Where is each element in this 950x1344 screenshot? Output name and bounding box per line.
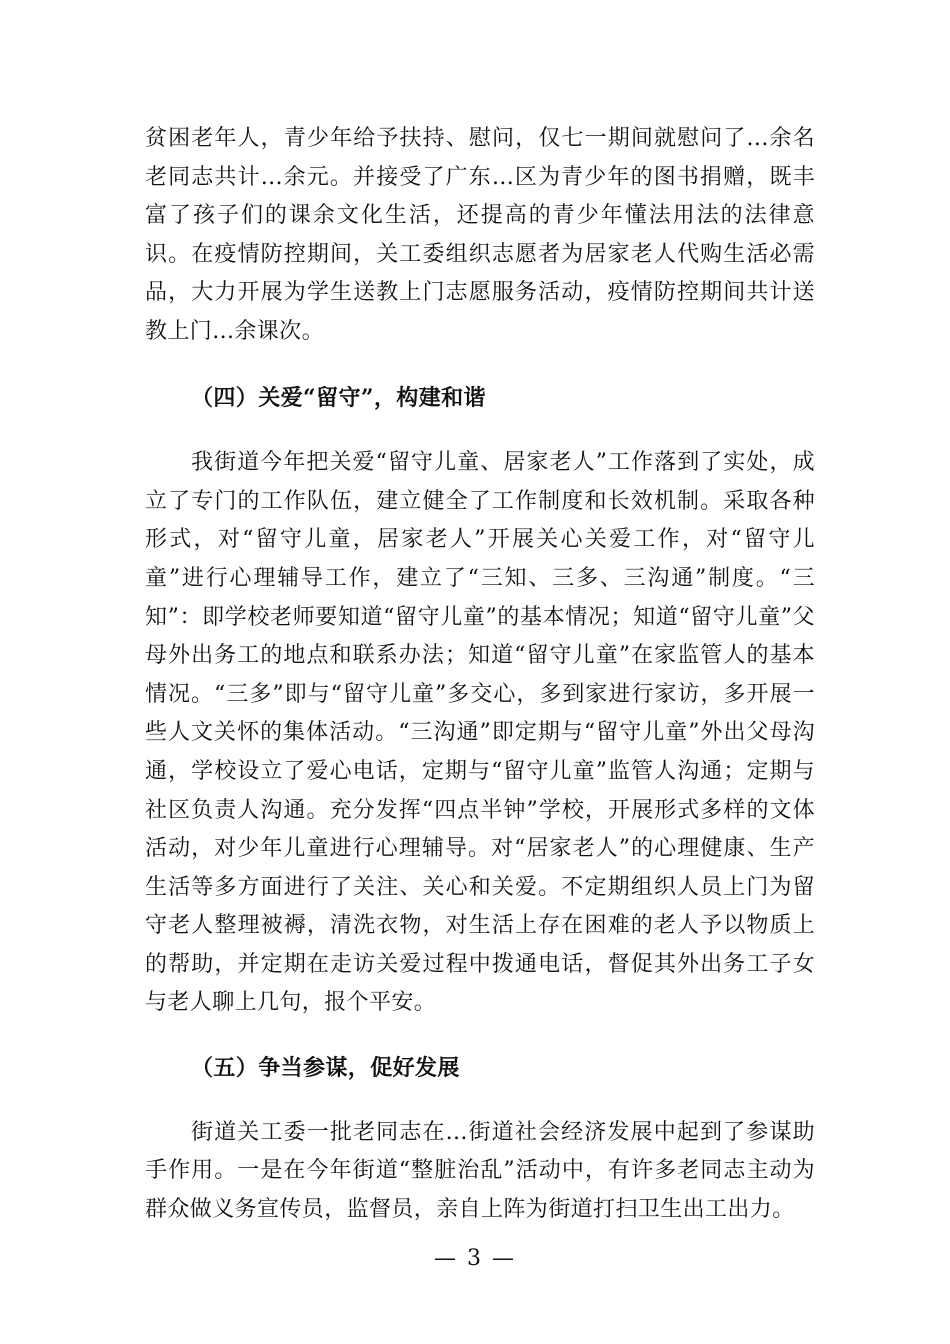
section-heading-4: （四）关爱“留守”，构建和谐 xyxy=(191,384,486,411)
paragraph-continued: 贫困老年人，青少年给予扶持、慰问，仅七一期间就慰问了...余名老同志共计...余元。并接受了广东...区为青少年的图书捐赠，既丰富了孩子们的课余文化生活，还提高的青少年懂法用法的法律意识。在疫情防控期间，关工委组织志愿者为居家老人代购生活必需品，大力开展为学生送教上门志愿服务活动，疫情防控期间共计送教上门...余课次。 xyxy=(145,126,815,344)
section-heading-5: （五）争当参谋，促好发展 xyxy=(191,1055,460,1082)
page-number: — 3 — xyxy=(434,1246,516,1271)
paragraph-care-left-behind: 我街道今年把关爱“留守儿童、居家老人”工作落到了实处，成立了专门的工作队伍，建立健全了工作制度和长效机制。采取各种形式，对“留守儿童，居家老人”开展关心关爱工作，对“留守儿童”进行心理辅导工作，建立了“三知、三多、三沟通”制度。“三知”：即学校老师要知道“留守儿童”的基本情况；知道“留守儿童”父母外出务工的地点和联系办法；知道“留守儿童”在家监管人的基本情况。“三多”即与“留守儿童”多交心，多到家进行家访，多开展一些人文关怀的集体活动。“三沟通”即定期与“留守儿童”外出父母沟通，学校设立了爱心电话，定期与“留守儿童”监管人沟通；定期与社区负责人沟通。充分发挥“四点半钟”学校，开展形式多样的文体活动，对少年儿童进行心理辅导。对“居家老人”的心理健康、生产生活等多方面进行了关注、关心和关爱。不定期组织人员上门为留守老人整理被褥，清洗衣物，对生活上存在困难的老人予以物质上的帮助，并定期在走访关爱过程中拨通电话，督促其外出务工子女与老人聊上几句，报个平安。 xyxy=(145,450,815,1016)
paragraph-advisor-role: 街道关工委一批老同志在...街道社会经济发展中起到了参谋助手作用。一是在今年街道“整脏治乱”活动中，有许多老同志主动为群众做义务宣传员，监督员，亲自上阵为街道打扫卫生出工出力。 xyxy=(145,1119,815,1222)
document-body xyxy=(145,120,815,1229)
